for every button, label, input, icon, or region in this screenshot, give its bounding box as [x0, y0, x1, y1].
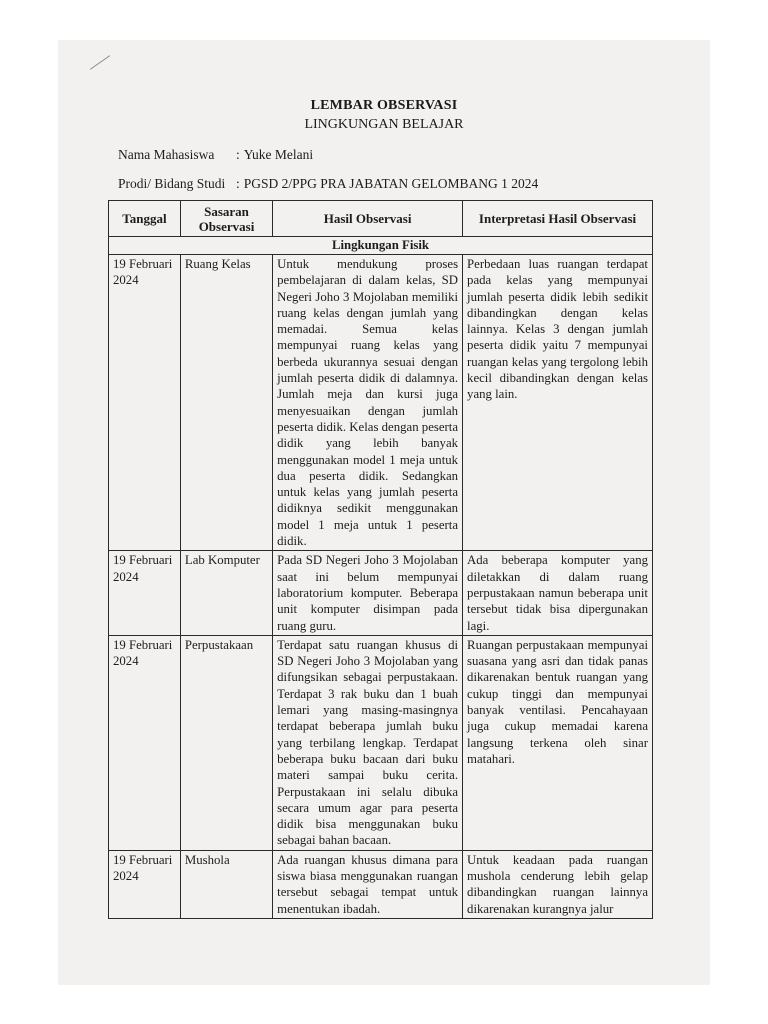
document-subtitle: LINGKUNGAN BELAJAR: [304, 117, 464, 132]
info-value: PGSD 2/PPG PRA JABATAN GELOMBANG 1 2024: [243, 176, 539, 191]
info-separator: :: [236, 176, 240, 191]
info-row-nama: [118, 147, 313, 163]
section-label: Lingkungan Fisik: [109, 237, 653, 255]
cell-hasil: Terdapat satu ruangan khusus di SD Negeri Joho 3 Mojolaban yang difungsikan sebagai perpustakaan. Terdapat 3 rak buku dan 1 buah lemari yang masing-masingnya terdapat beberapa jumlah buku yang terbilang lengkap. Terdapat beberapa buku bacaan dari buku materi sampai buku cerita. Perpustakaan ini selalu dibuka secara umum agar para peserta didik bisa menggunakan buku sebagai bahan bacaan.: [273, 635, 463, 850]
cell-interpretasi: Perbedaan luas ruangan terdapat pada kelas yang mempunyai jumlah peserta didik lebih sedikit dibandingkan dengan kelas lainnya. Kelas 3 dengan jumlah peserta didik yaitu 7 mempunyai ruangan kelas yang tergolong lebih kecil dibandingkan dengan kelas yang lain.: [463, 255, 653, 551]
cell-sasaran: Mushola: [180, 850, 272, 918]
cell-tanggal: 19 Februari 2024: [109, 850, 181, 918]
header-hasil: Hasil Observasi: [273, 201, 463, 237]
cell-tanggal: 19 Februari 2024: [109, 551, 181, 635]
header-tanggal: Tanggal: [109, 201, 181, 237]
cell-hasil: Ada ruangan khusus dimana para siswa biasa menggunakan ruangan tersebut sebagai tempat untuk menentukan ibadah.: [273, 850, 463, 918]
cell-hasil: Pada SD Negeri Joho 3 Mojolaban saat ini belum mempunyai laboratorium komputer. Beberapa unit komputer disimpan pada ruang guru.: [273, 551, 463, 635]
cell-interpretasi: Ada beberapa komputer yang diletakkan di dalam ruang perpustakaan namun beberapa unit tersebut tidak bisa dipergunakan lagi.: [463, 551, 653, 635]
table-row: [109, 255, 653, 551]
cell-interpretasi: Ruangan perpustakaan mempunyai suasana yang asri dan tidak panas dikarenakan bentuk ruangan yang cukup tinggi dan mempunyai banyak ventilasi. Pencahayaan juga cukup memadai karena langsung terkena oleh sinar matahari.: [463, 635, 653, 850]
observation-table: [108, 200, 653, 919]
info-row-prodi: [118, 176, 538, 192]
cell-sasaran: Lab Komputer: [180, 551, 272, 635]
info-separator: :: [236, 147, 240, 162]
table-header-row: [109, 201, 653, 237]
cell-sasaran: Ruang Kelas: [180, 255, 272, 551]
info-label: Nama Mahasiswa: [118, 147, 215, 162]
cell-sasaran: Perpustakaan: [180, 635, 272, 850]
cell-interpretasi: Untuk keadaan pada ruangan mushola cenderung lebih gelap dibandingkan ruangan lainnya dikarenakan kurangnya jalur: [463, 850, 653, 918]
table-row: [109, 850, 653, 918]
header-interpretasi: Interpretasi Hasil Observasi: [463, 201, 653, 237]
cell-hasil: Untuk mendukung proses pembelajaran di dalam kelas, SD Negeri Joho 3 Mojolaban memiliki ruang kelas dengan jumlah yang memadai. Semua kelas mempunyai ruang kelas yang berbeda ukurannya sesuai dengan jumlah peserta didik di dalamnya. Jumlah meja dan kursi juga menyesuaikan dengan jumlah peserta didik. Kelas dengan peserta didik yang lebih banyak menggunakan model 1 meja untuk dua peserta didik. Sedangkan untuk kelas yang jumlah peserta didiknya sedikit menggunakan model 1 meja untuk 1 peserta didik.: [273, 255, 463, 551]
cell-tanggal: 19 Februari 2024: [109, 255, 181, 551]
document-title: LEMBAR OBSERVASI: [310, 98, 458, 113]
info-label: Prodi/ Bidang Studi: [118, 176, 226, 191]
table-row: [109, 551, 653, 635]
info-value: Yuke Melani: [243, 147, 314, 162]
header-sasaran: Sasaran Observasi: [180, 201, 272, 237]
cell-tanggal: 19 Februari 2024: [109, 635, 181, 850]
table-row: [109, 635, 653, 850]
section-row: [109, 237, 653, 255]
